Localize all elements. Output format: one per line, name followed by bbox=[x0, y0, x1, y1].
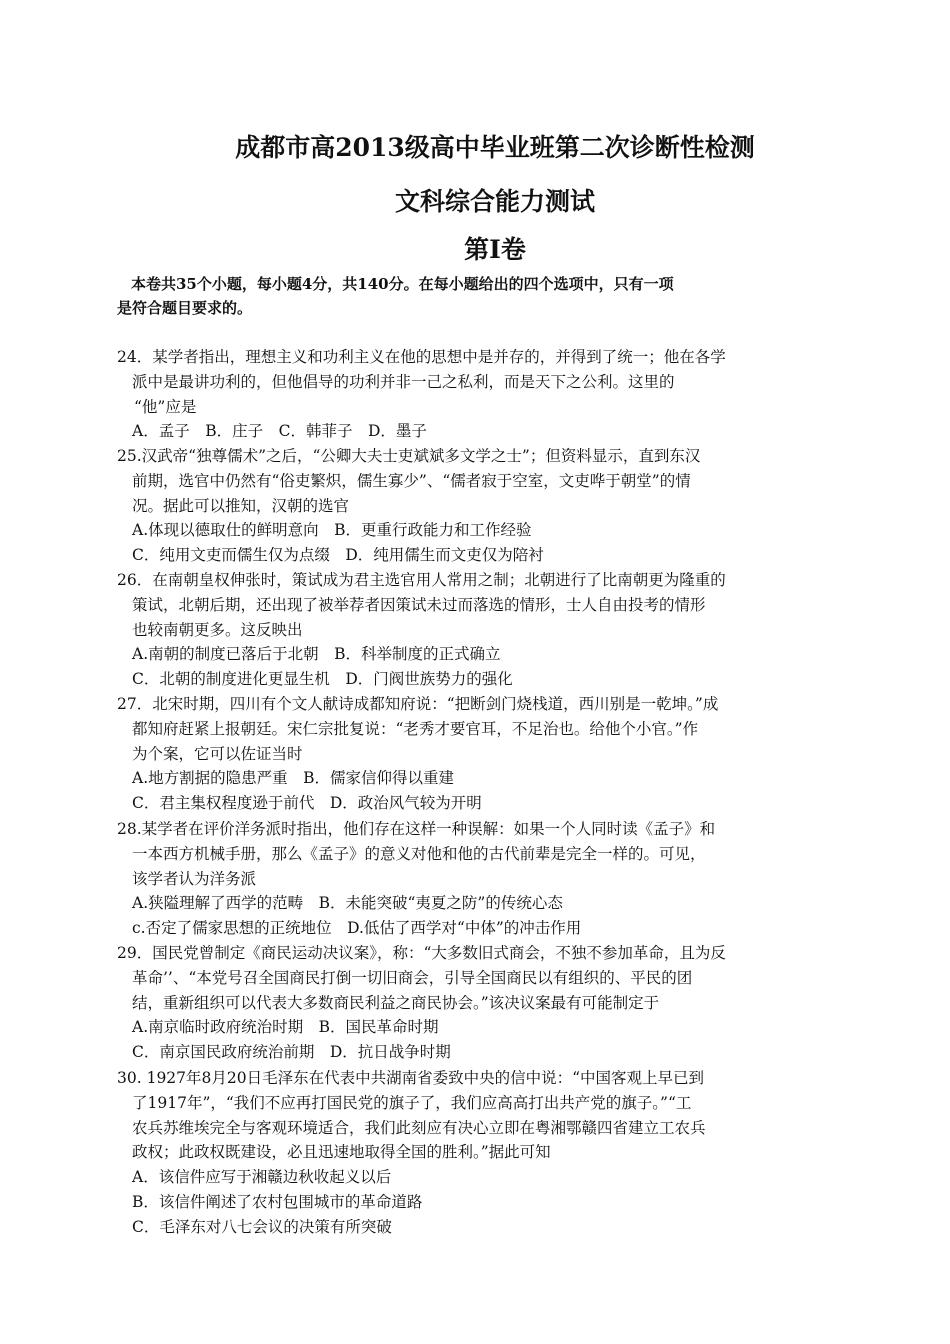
instructions-line-1: 本卷共35个小题，每小题4分，共140分。在每小题给出的四个选项中，只有一项 bbox=[131, 275, 674, 293]
question-24 bbox=[117, 345, 807, 444]
question-options: A.南京临时政府统治时期 B．国民革命时期 bbox=[132, 1018, 439, 1037]
question-stem-line: 革命’’、“本党号召全国商民打倒一切旧商会，引导全国商民以有组织的、平民的团 bbox=[132, 968, 693, 987]
question-stem-line: 政权；此政权既建设，必且迅速地取得全国的胜利。”据此可知 bbox=[132, 1143, 551, 1162]
question-stem-line: 28.某学者在评价洋务派时指出，他们存在这样一种误解：如果一个人同时读《孟子》和 bbox=[117, 820, 716, 838]
question-stem-line: 26．在南朝皇权伸张时，策试成为君主选官用人常用之制；北朝进行了比南朝更为隆重的 bbox=[117, 571, 726, 589]
question-30 bbox=[117, 1066, 807, 1240]
question-27 bbox=[117, 692, 807, 816]
question-stem-line: 农兵苏维埃完全与客观环境适合，我们此刻应有决心立即在粤湘鄂赣四省建立工农兵 bbox=[132, 1118, 706, 1137]
question-stem-line: 况。据此可以推知，汉朝的选官 bbox=[132, 496, 350, 515]
question-stem-line: 该学者认为洋务派 bbox=[132, 869, 257, 888]
question-stem-line: “他”应是 bbox=[134, 397, 197, 416]
question-options: A.狭隘理解了西学的范畴 B．未能突破“夷夏之防”的传统心态 bbox=[132, 894, 563, 913]
question-stem-line: 为个案，它可以佐证当时 bbox=[132, 744, 303, 763]
question-29 bbox=[117, 941, 807, 1065]
question-options: C．毛泽东对八七会议的决策有所突破 bbox=[132, 1217, 392, 1236]
question-stem-line: 了1917年”，“我们不应再打国民党的旗子了，我们应高高打出共产党的旗子。”“工 bbox=[132, 1093, 692, 1112]
question-stem-line: 结，重新组织可以代表大多数商民利益之商民协会。”该决议案最有可能制定于 bbox=[132, 993, 660, 1012]
instructions-line-2: 是符合题目要求的。 bbox=[117, 299, 253, 317]
question-25 bbox=[117, 444, 807, 568]
question-options: C．纯用文吏而儒生仅为点缀 D．纯用儒生而文吏仅为陪衬 bbox=[132, 546, 544, 565]
question-options: C．南京国民政府统治前期 D．抗日战争时期 bbox=[132, 1043, 451, 1062]
question-stem-line: 一本西方机械手册，那么《孟子》的意义对他和他的古代前辈是完全一样的。可见， bbox=[132, 844, 706, 863]
volume-heading: 第I卷 bbox=[464, 235, 526, 264]
question-options: C．北朝的制度进化更显生机 D．门阀世族势力的强化 bbox=[132, 670, 513, 689]
question-stem-line: 前期，选官中仍然有“俗吏繁炽，儒生寡少”、“儒者寂于空室，文吏哗于朝堂”的情 bbox=[132, 471, 691, 490]
question-options: C．君主集权程度逊于前代 D．政治风气较为开明 bbox=[132, 794, 482, 813]
question-stem-line: 派中是最讲功利的，但他倡导的功利并非一己之私利，而是天下之公利。这里的 bbox=[132, 372, 675, 391]
question-stem-line: 也较南朝更多。这反映出 bbox=[132, 620, 303, 639]
question-options: A.南朝的制度已落后于北朝 B．科举制度的正式确立 bbox=[132, 645, 501, 664]
section-instructions bbox=[117, 272, 797, 320]
question-options: A．该信件应写于湘赣边秋收起义以后 bbox=[132, 1168, 392, 1187]
question-stem-line: 25.汉武帝“独尊儒术”之后，“公卿大夫士吏斌斌多文学之士”；但资料显示，直到东汉 bbox=[117, 447, 701, 465]
question-options: A.地方割据的隐患严重 B．儒家信仰得以重建 bbox=[132, 769, 455, 788]
question-26 bbox=[117, 568, 807, 692]
question-options: A.体现以德取仕的鲜明意向 B．更重行政能力和工作经验 bbox=[132, 521, 532, 540]
exam-title: 成都市高2013级高中毕业班第二次诊断性检测 bbox=[235, 133, 755, 162]
exam-subtitle: 文科综合能力测试 bbox=[394, 187, 595, 216]
question-options: c.否定了儒家思想的正统地位 D.低估了西学对“中体”的冲击作用 bbox=[132, 919, 582, 938]
question-stem-line: 27．北宋时期，四川有个文人献诗成都知府说：“把断剑门烧栈道，西川别是一乾坤。”成 bbox=[117, 695, 719, 713]
question-stem-line: 策试，北朝后期，还出现了被举荐者因策试未过而落选的情形，士人自由投考的情形 bbox=[132, 595, 706, 614]
question-stem-line: 都知府赶紧上报朝廷。宋仁宗批复说：“老秀才要官耳，不足治也。给他个小官。”作 bbox=[132, 719, 699, 738]
question-stem-line: 24．某学者指出，理想主义和功利主义在他的思想中是并存的，并得到了统一；他在各学 bbox=[117, 348, 726, 366]
question-stem-line: 29．国民党曾制定《商民运动决议案》，称：“大多数旧式商会，不独不参加革命，且为反 bbox=[117, 944, 726, 962]
question-28 bbox=[117, 817, 807, 941]
question-stem-line: 30. 1927年8月20日毛泽东在代表中共湖南省委致中央的信中说：“中国客观上早已到 bbox=[117, 1069, 705, 1087]
question-options: A．孟子 B．庄子 C．韩菲子 D．墨子 bbox=[132, 422, 427, 441]
question-options: B．该信件阐述了农村包围城市的革命道路 bbox=[132, 1192, 423, 1211]
